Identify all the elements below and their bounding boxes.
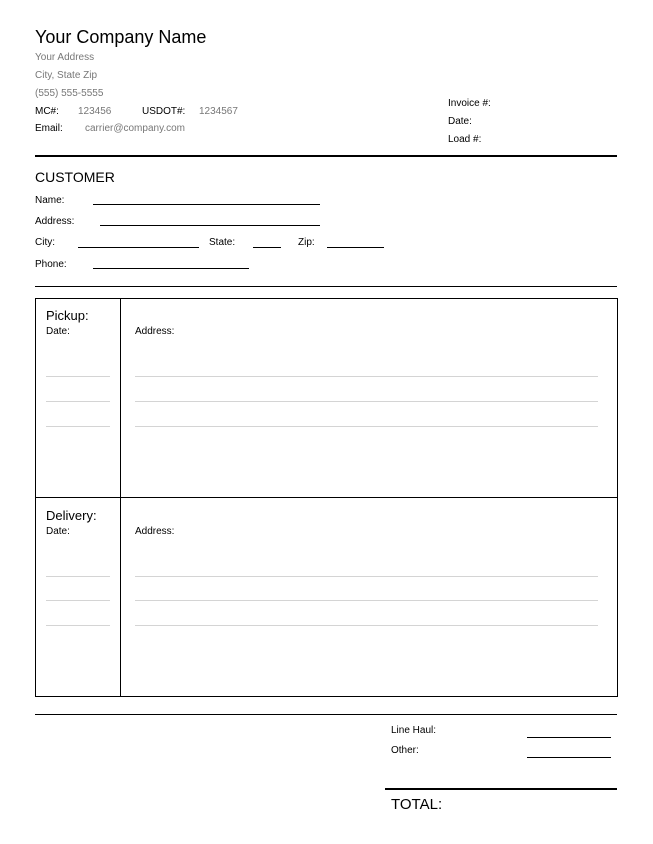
customer-address-label: Address:: [35, 216, 75, 227]
customer-name-label: Name:: [35, 195, 65, 206]
usdot-label: USDOT#:: [142, 106, 186, 117]
delivery-date-line-1[interactable]: [46, 576, 110, 577]
customer-phone-field[interactable]: [93, 268, 249, 269]
company-city-state-zip: City, State Zip: [35, 70, 98, 81]
delivery-address-label: Address:: [135, 526, 175, 537]
company-name: Your Company Name: [35, 27, 207, 47]
email-label: Email:: [35, 123, 63, 134]
invoice-number-label: Invoice #:: [448, 98, 491, 109]
other-field[interactable]: [527, 757, 611, 758]
pickup-address-line-2[interactable]: [135, 401, 598, 402]
customer-city-label: City:: [35, 237, 55, 248]
invoice-date-label: Date:: [448, 116, 472, 127]
totals-divider: [35, 714, 617, 715]
line-haul-field[interactable]: [527, 737, 611, 738]
customer-phone-label: Phone:: [35, 259, 67, 270]
pickup-date-label: Date:: [46, 326, 70, 337]
pickup-box: [35, 298, 618, 498]
usdot-value: 1234567: [199, 106, 238, 117]
company-address: Your Address: [35, 52, 95, 63]
pickup-address-label: Address:: [135, 326, 175, 337]
customer-city-field[interactable]: [78, 247, 199, 248]
delivery-address-line-3[interactable]: [135, 625, 598, 626]
pickup-date-line-2[interactable]: [46, 401, 110, 402]
delivery-date-label: Date:: [46, 526, 70, 537]
total-label: TOTAL:: [391, 796, 443, 813]
mc-value: 123456: [78, 106, 112, 117]
pickup-address-line-3[interactable]: [135, 426, 598, 427]
pickup-address-line-1[interactable]: [135, 376, 598, 377]
line-haul-label: Line Haul:: [391, 725, 437, 736]
company-phone: (555) 555-5555: [35, 88, 104, 99]
header-divider: [35, 155, 617, 157]
customer-divider: [35, 286, 617, 287]
delivery-address-line-1[interactable]: [135, 576, 598, 577]
delivery-box: [35, 497, 618, 697]
pickup-date-line-1[interactable]: [46, 376, 110, 377]
customer-name-field[interactable]: [93, 204, 320, 205]
customer-zip-label: Zip:: [298, 237, 315, 248]
customer-state-label: State:: [209, 237, 236, 248]
other-label: Other:: [391, 745, 419, 756]
delivery-title: Delivery:: [46, 508, 97, 523]
pickup-date-line-3[interactable]: [46, 426, 110, 427]
customer-state-field[interactable]: [253, 247, 281, 248]
delivery-address-line-2[interactable]: [135, 600, 598, 601]
customer-address-field[interactable]: [100, 225, 320, 226]
customer-zip-field[interactable]: [327, 247, 384, 248]
delivery-date-line-3[interactable]: [46, 625, 110, 626]
email-value: carrier@company.com: [85, 123, 185, 134]
delivery-date-line-2[interactable]: [46, 600, 110, 601]
load-number-label: Load #:: [448, 134, 482, 145]
customer-title: CUSTOMER: [35, 169, 115, 185]
mc-label: MC#:: [35, 106, 59, 117]
total-divider: [385, 788, 617, 790]
pickup-title: Pickup:: [46, 308, 89, 323]
